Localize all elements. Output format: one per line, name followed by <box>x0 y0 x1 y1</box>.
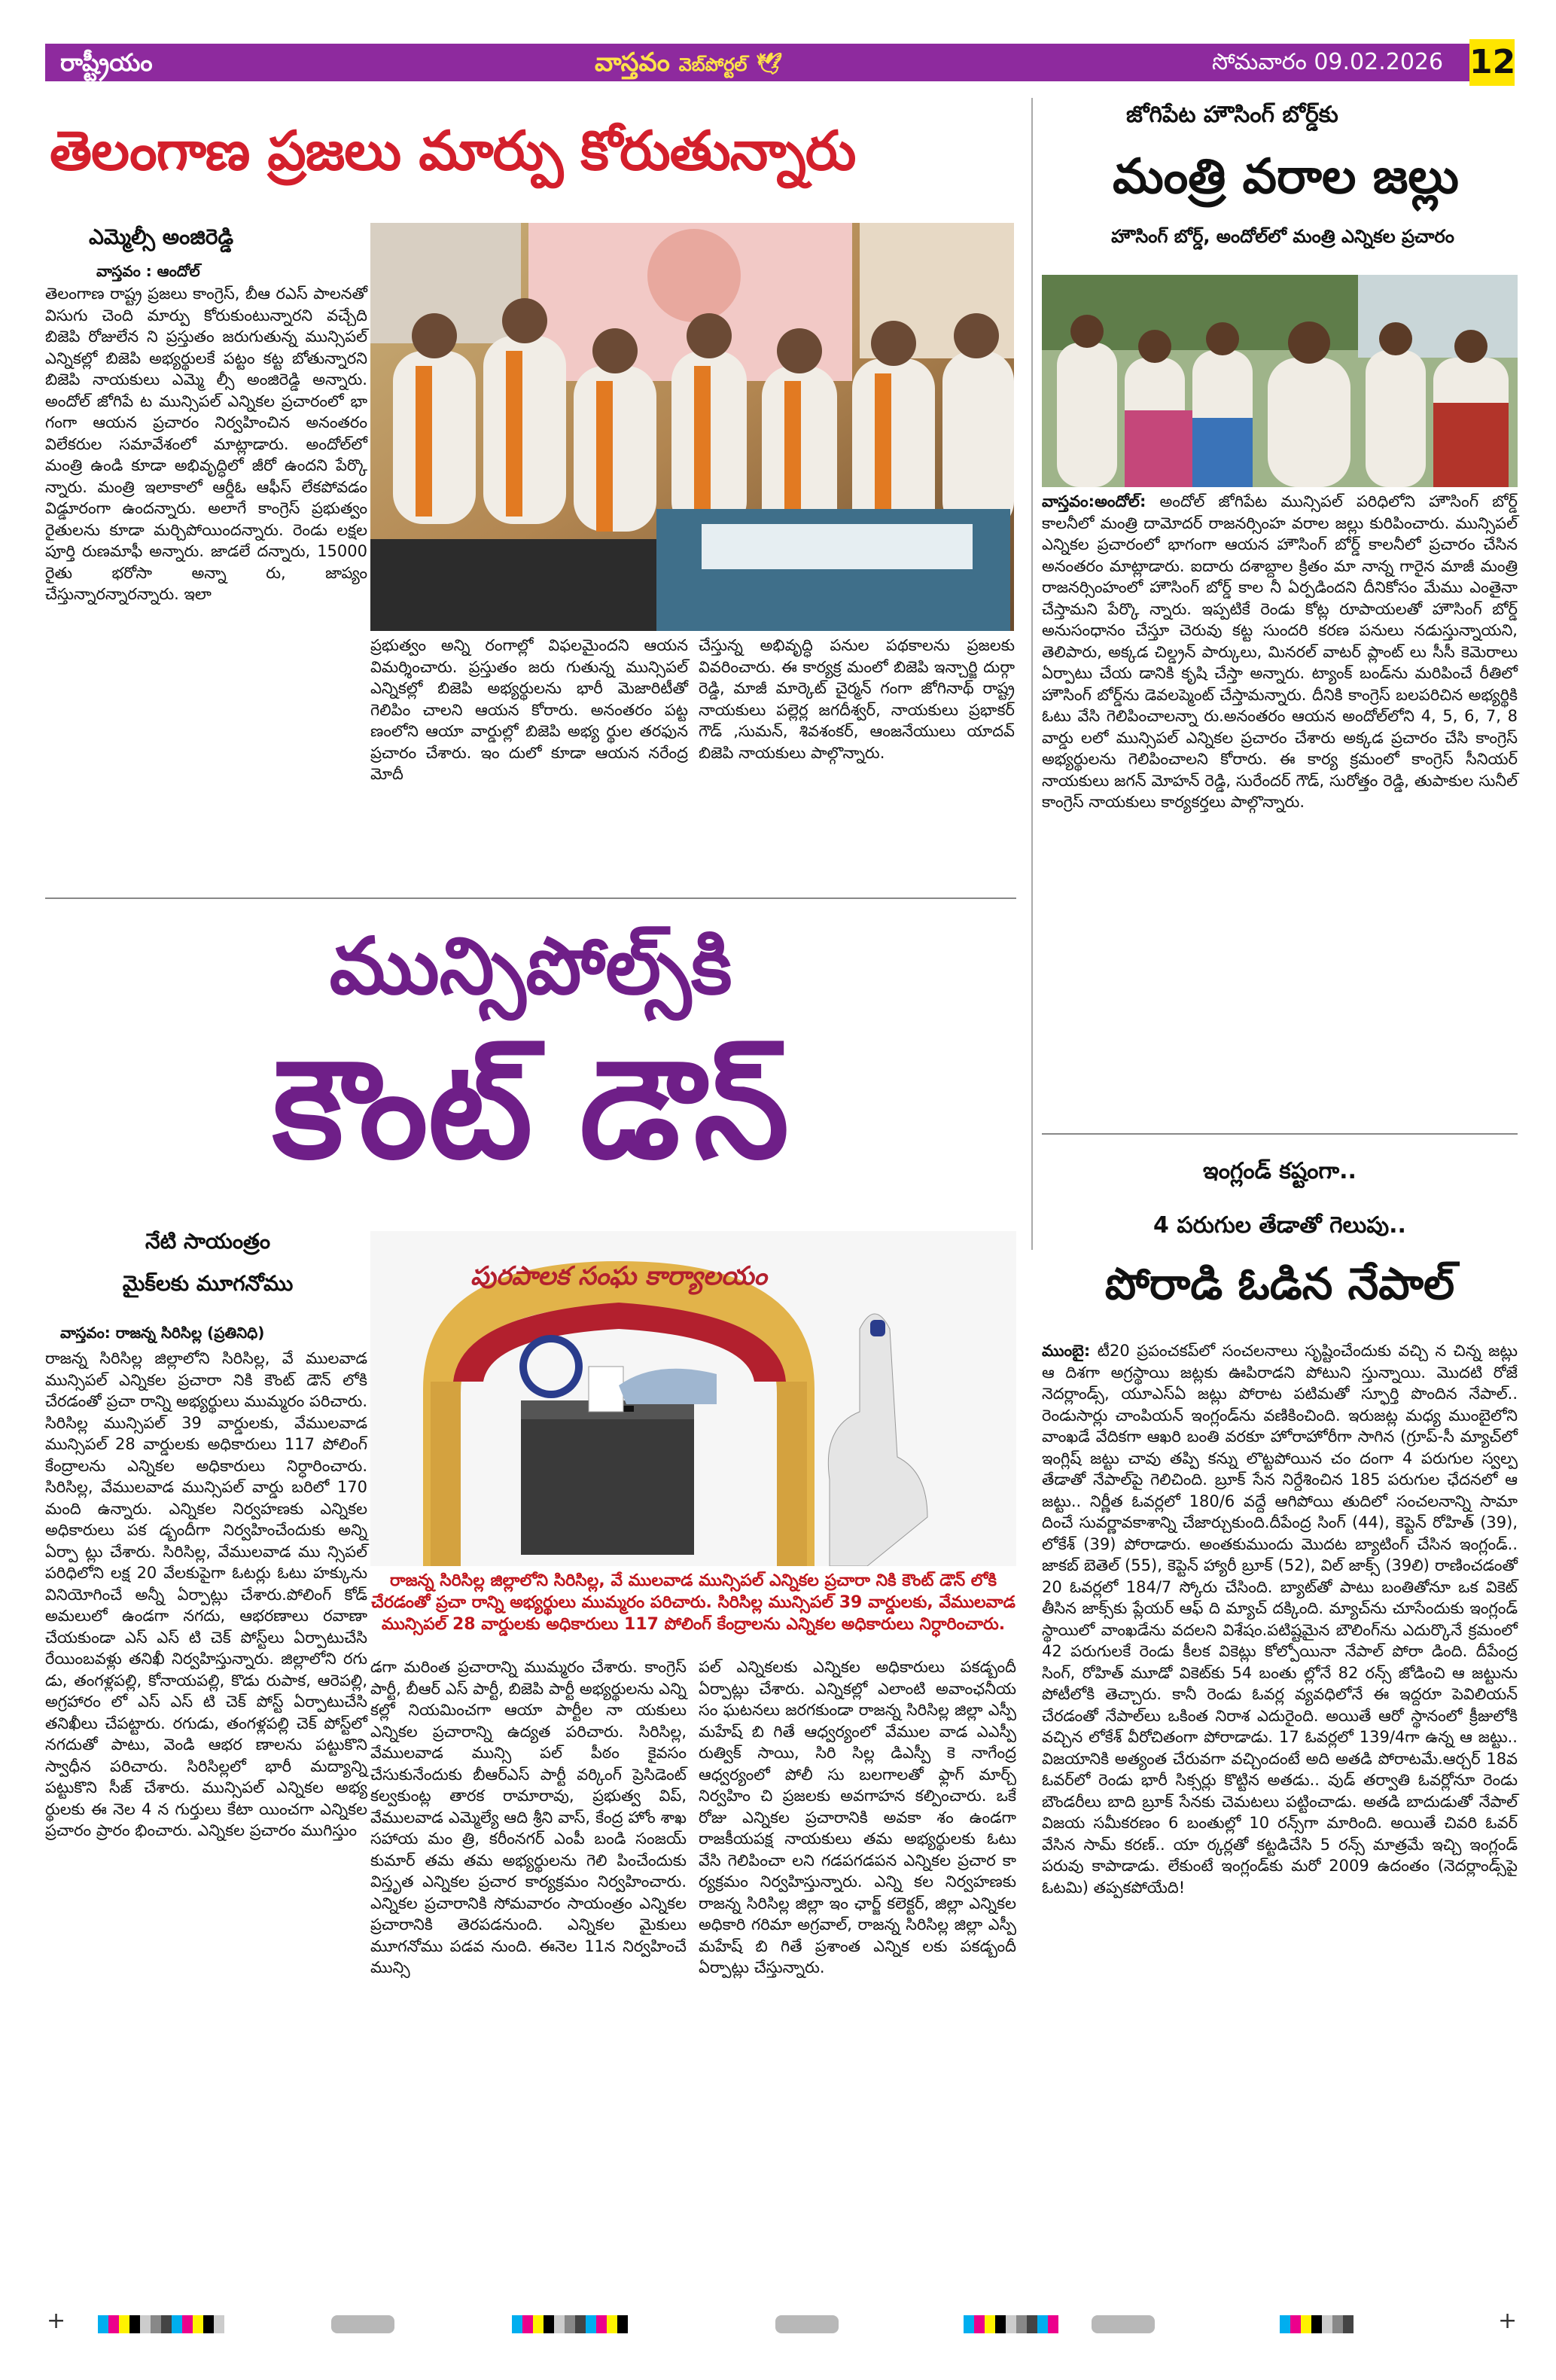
section-label: రాష్ట్రీయం <box>60 48 153 77</box>
issue-date: సోమవారం 09.02.2026 <box>1212 49 1444 75</box>
story4-body-text: టీ20 ప్రపంచకప్‌లో సంచలనాలు సృష్టించేందుకు వచ్చి న చిన్న జట్లు ఆ దిశగా అగ్రస్థాయి జట్లకు ఊపిరాడని పోటుని స్తున్నాయి. మొదటి రోజే నెదర్లాండ్స్, యూఎస్‌ఏ జట్లు పోరాట పటిమతో స్ఫూర్తి పొందిన నేపాల్.. రెండుసార్లు చాంపియన్ ఇంగ్లండ్‌ను వణికించింది. ఇరుజట్ల మధ్య ముంబైలోని వాంఖడే వేదికగా ఆఖరి బంతి వరకూ హోరాహోరీగా సాగిన (గ్రూప్-సీ మ్యాచ్‌లో ఇంగ్లిష్ జట్టు చావు తప్పి కన్ను లొట్టపోయిన చం దంగా 4 పరుగుల స్వల్ప తేడాతో నేపాల్‌పై గెలిచింది. బ్రూక్ సేన నిర్దేశించిన 185 పరుగుల ఛేదనలో ఆ జట్టు.. నిర్ణీత ఓవర్లలో 180/6 వద్దే ఆగిపోయి తుదిలో సంచలనాన్ని సామా దించే సువర్ణావకాశాన్ని చేజార్చుకుంది.దీపేంద్ర సింగ్ (44), కెప్టెన్ రోహిత్ (39), లోకేశ్ (39) పోరాడారు. అంతకుముందు మొదట బ్యాటింగ్ చేసిన ఇంగ్లండ్.. జాకబ్ బెతెల్ (55), కెప్టెన్ హ్యారీ బ్రూక్ (52), విల్ జాక్స్ (39లి) రాణించడంతో 20 ఓవర్లలో 184/7 స్కోరు చేసింది. బ్యాట్‌తో పాటు బంతితోనూ ఒక వికెట్ తీసిన జాక్స్‌కు ప్లేయర్ ఆఫ్ ది మ్యాచ్ దక్కింది. మ్యాచ్‌ను చూసేందుకు ఇంగ్లండ్ స్థాయిలో వాంఖడేను వదలని విశేషం.పటిష్టమైన బౌలింగ్‌ను ఎదుర్కొనే క్రమంలో 42 పరుగులకే రెండు కీలక వికెట్లు కోల్పోయినా నేపాల్ పోరా డింది. దీపేంద్ర సింగ్, రోహిత్ మూడో వికెట్‌కు 54 బంతు ల్లోనే 82 రన్స్ జోడించి ఆ జట్టును పోటీలోకి తెచ్చారు. కానీ రెండు ఓవర్ల వ్యవధిలోనే ఈ ఇద్దరూ పెవిలియన్ చేరడంతో నేపాల్‌లు ఒకింత నిరాశ ఎదురైంది. అయితే ఆరో స్థానంలో క్రీజులోకి వచ్చిన లోకేశ్ వీరోచితంగా పోరాడాడు. 17 ఓవర్లలో 139/4గా ఉన్న ఆ జట్టు.. విజయానికి అత్యంత చేరువగా వచ్చిందంటే అది అతడి పోరాటమే.ఆర్చర్ 18వ ఓవర్‌లో రెండు భారీ సిక్సర్లు కొట్టిన అతడు.. వుడ్ తర్వాతి ఓవర్లోనూ రెండు బౌండరీలు బాది బ్రూక్ సేనకు చెమటలు పట్టించాడు. అతడి బాదుడుతో నేపాల్ విజయ సమీకరణం 6 బంతుల్లో 10 రన్స్‌గా మారింది. అయితే చివరి ఓవర్ వేసిన సామ్ కరణ్.. యా ర్కర్లతో కట్టడిచేసి 5 రన్స్ మాత్రమే ఇచ్చి ఇంగ్లండ్ పరువు కాపాడాడు. లేకుంటే ఇంగ్లండ్‌కు మరో 2009 ఉదంతం (నెదర్లాండ్స్‌పై ఓటమి) తప్పకపోయేది! <box>1042 1342 1518 1897</box>
graphic-banner-text: పురపాలక సంఘ కార్యాలయం <box>470 1261 767 1291</box>
registration-pill <box>1092 2315 1155 2333</box>
registration-pill <box>775 2315 839 2333</box>
story3-body-left: రాజన్న సిరిసిల్ల జిల్లాలోని సిరిసిల్ల, వే ములవాడ మున్సిపల్ ఎన్నికల ప్రచారా నికి కౌంట్ డౌన్ లోకి చేరడంతో ప్రచా రాన్ని అభ్యర్థులు ముమ్మరం పరిచారు. సిరిసిల్ల మున్సిపల్ 39 వార్డులకు, వేములవాడ మున్సిపల్ 28 వార్డులకు అధికారులు 117 పోలింగ్ కేంద్రాలను ఎన్నికల అధికారులు నిర్ధారించారు. సిరిసిల్ల, వేములవాడ మున్సిపల్ వార్డు బరిలో 170 మంది ఉన్నారు. ఎన్నికల నిర్వహణకు ఎన్నికల అధికారులు పక డ్బందీగా నిర్వహించేందుకు అన్ని ఏర్పా ట్లు చేశారు. సిరిసిల్ల, వేములవాడ ము న్సిపల్ పరిధిలోని లక్ష 20 వేలకుపైగా ఓటర్లు ఓటు హక్కును వినియోగించే అన్నీ ఏర్పాట్లు చేశారు.పోలింగ్ కోడ్ అమలులో ఉండగా నగదు, ఆభరణాలు రవాణా చేయకుండా ఎస్ ఎస్ టి చెక్ పోస్ట్‌లు ఏర్పాటుచేసి రేయింబవళ్లు తనిఖీ నిర్వహిస్తున్నారు. జిల్లాలోని రగు డు, తంగళ్లపల్లి, కోనాయపల్లి, కొడు రుపాక, ఆరెపల్లి, అగ్రహారం లో ఎస్ ఎస్ టి చెక్ పోస్ట్ ఏర్పాటుచేసి తనిఖీలు చేపట్టారు. రగుడు, తంగళ్లపల్లి చెక్ పోస్ట్‌లో నగదుతో పాటు, వెండి ఆభర ణాలను పట్టుకొని స్వాధీన పరిచారు. సిరిసిల్లలో భారీ మద్యాన్ని పట్టుకొని సీజ్ చేశారు. మున్సిపల్ ఎన్నికల అభ్య ర్థులకు ఈ నెల 4 న గుర్తులు కేటా యించగా ఎన్నికల ప్రచారం ప్రారం భించారు. ఎన్నికల ప్రచారం ముగిస్తుం <box>45 1349 367 1839</box>
story3-caption: రాజన్న సిరిసిల్ల జిల్లాలోని సిరిసిల్ల, వే ములవాడ మున్సిపల్ ఎన్నికల ప్రచారా నికి కౌంట్ డౌన్ లోకి చేరడంతో ప్రచా రాన్ని అభ్యర్థులు ముమ్మరం పరిచారు. సిరిసిల్ల మున్సిపల్ 39 వార్డులకు, వేములవాడ మున్సిపల్ 28 వార్డులకు అధికారులు 117 పోలింగ్ కేంద్రాలను ఎన్నికల అధికారులు నిర్ధారించారు. <box>371 1571 1016 1634</box>
story3-body-right: పల్ ఎన్నికలకు ఎన్నికల అధికారులు పకడ్బందీ ఏర్పాట్లు చేశారు. ఎన్నికల్లో ఎలాంటి అవాంఛనీయ సం ఘటనలు జరగకుండా రాజన్న సిరిసిల్ల జిల్లా ఎస్పీ మహేష్ బి గితే ఆధ్వర్యంలో వేముల వాడ ఎఎస్పీ రుత్విక్ సాయి, సిరి సిల్ల డిఎస్పీ కె నాగేంద్ర ఆధ్వర్యంలో పోలీ సు బలగాలతో ఫ్లాగ్ మార్చ్ నిర్వహిం చి ప్రజలకు అవగాహన కల్పించారు. ఒకే రోజు ఎన్నికల ప్రచారానికి అవకా శం ఉండగా రాజకీయపక్ష నాయకులు తమ అభ్యర్థులకు ఓటు వేసి గెలిపించా లని గడపగడపన ఎన్నికల ప్రచార కా ర్యక్రమం నిర్వహిస్తున్నారు. ఎన్ని కల నిర్వహణకు రాజన్న సిరిసిల్ల జిల్లా ఇం ఛార్జ్ కలెక్టర్, జిల్లా ఎన్నికల అధికారి గరిమా అగ్రవాల్, రాజన్న సిరిసిల్ల జిల్లా ఎస్పీ మహేష్ బి గితే ప్రశాంత ఎన్నిక లకు పకడ్బందీ ఏర్పాట్లు చేస్తున్నారు. <box>699 1658 1016 1976</box>
story4-headline: పోరాడి ఓడిన నేపాల్ <box>1104 1258 1455 1309</box>
story2-body-text: అందోల్ జోగిపేట మున్సిపల్ పరిధిలోని హౌసింగ్ బోర్డ్ కాలనీలో మంత్రి దామోదర్ రాజనర్సింహ వరాల జల్లు కురిపించారు. మున్సిపల్ ఎన్నికల ప్రచారంలో భాగంగా ఆయన హౌసింగ్ బోర్డ్ కాలనీలో ప్రచారం చేసిన అనంతరం మాట్లాడారు. ఐదారు దశాబ్దాల క్రితం మా నాన్న గారైన మాజీ మంత్రి రాజనర్సింహంలో హౌసింగ్ బోర్డ్ కాల నీ ఏర్పడిందని దీనికోసం మేము ఎంతైనా చేస్తామని పేర్కొ న్నారు. ఇప్పటికే రెండు కోట్ల రూపాయలతో హౌసింగ్ బోర్డ్ అనుసంధానం చేస్తూ చెరువు కట్ట సుందరి కరణ పనులు నడుస్తున్నాయని, తెలిపారు, అక్కడ చిల్డ్రన్ పార్కులు, మినరల్ వాటర్ ప్లాంట్ లు సీసీ కెమెరాలు ఏర్పాటు చేయ డానికి కృషి చేస్తా అన్నారు. ట్యాంక్ బండ్‌ను మరిపించే రీతిలో హౌసింగ్ బోర్డ్‌ను డెవలప్మెంట్ చేస్తామన్నారు. దీనికి కాంగ్రెస్ బలపరిచిన అభ్యర్థికి ఓటు వేసి గెలిపించాలన్నా రు.అనంతరం ఆయన అందోల్‌లోని 4, 5, 6, 7, 8 వార్డు లలో మున్సిపల్ ఎన్నికల ప్రచారం చేశారు అక్కడ ప్రచారం చేసి కాంగ్రెస్ అభ్యర్థులను గెలిపించాలని కోరారు. ఈ కార్య క్రమంలో కాంగ్రెస్ సీనియర్ నాయకులు జగన్ మోహన్ రెడ్డి, సురేందర్ గౌడ్, సురోత్తం రెడ్డి, తుపాకుల సునీల్ కాంగ్రెస్ నాయకులు కార్యకర్తలు పాల్గొన్నారు. <box>1042 492 1518 811</box>
story1-body-right: చేస్తున్న అభివృద్ధి పనుల పథకాలను ప్రజలకు వివరించారు. ఈ కార్యక్ర మంలో బిజెపి ఇన్చార్జి దుర్గా రెడ్డి, మాజీ మార్కెట్ చైర్మన్ గంగా జోగినాథ్ రాష్ట్ర నాయకులు పల్లెర్ల జగదీశ్వర్, నాయకులు ప్రభాకర్ గౌడ్ ,సుమన్, శివశంకర్, ఆంజనేయులు యాదవ్ బిజెపి నాయకులు పాల్గొన్నారు. <box>699 636 1015 762</box>
story2-headline: మంత్రి వరాల జల్లు <box>1113 149 1459 205</box>
story3-body-mid: డగా మరింత ప్రచారాన్ని ముమ్మరం చేశారు. కాంగ్రెస్ పార్టీ, బీఆర్ ఎస్ పార్టీ, బిజెపి పార్టీ అభ్యర్థులను ఎన్ని కల్లో నియమించగా ఆయా పార్టీల నా యకులు ఎన్నికల ప్రచారాన్ని ఉద్యత పరిచారు. సిరిసిల్ల, వేములవాడ మున్సి పల్ పీఠం కైవసం చేసుకునేందుకు బీఆర్ఎస్ పార్టీ వర్కింగ్ ప్రెసిడెంట్ కల్వకుంట్ల తారక రామారావు, ప్రభుత్వ విప్, వేములవాడ ఎమ్మెల్యే ఆది శ్రీని వాస్, కేంద్ర హోం శాఖ సహాయ మం త్రి, కరీంనగర్ ఎంపీ బండి సంజయ్ కుమార్ తమ తమ అభ్యర్థులను గెలి పించేందుకు విస్తృత ఎన్నికల ప్రచార కార్యక్రమం నిర్వహించారు. ఎన్నికల ప్రచారానికి సోమవారం సాయంత్రం ఎన్నికల ప్రచారానికి తెరపడనుంది. ఎన్నికల మైకులు మూగనోము పడవ నుంది. ఈనెల 11న నిర్వహించే మున్సి <box>370 1658 687 1976</box>
story2-kicker: జోగిపేట హౌసింగ్ బోర్డ్‌కు <box>1126 102 1338 128</box>
brand-tag: వెబ్‌పోర్టల్ <box>678 54 748 75</box>
story1-body-mid: ప్రభుత్వం అన్ని రంగాల్లో విఫలమైందని ఆయన విమర్శించారు. ప్రస్తుతం జరు గుతున్న మున్సిపల్ ఎన్నికల్లో బిజెపి అభ్యర్థులను భారీ మెజారిటీతో గెలిపిం చాలని ఆయన కోరారు. అనంతరం పట్ట ణంలోని ఆయా వార్డుల్లో బిజెపి అభ్య ర్థుల తరఫున ప్రచారం చేశారు. ఇం దులో కూడా ఆయన నరేంద్ర మోదీ <box>370 636 688 783</box>
bjp-press-meet-image <box>370 223 1014 631</box>
story4-kicker2: 4 పరుగుల తేడాతో గెలుపు.. <box>1153 1212 1406 1239</box>
story3-graphic <box>370 1231 1016 1566</box>
story3-dateline: వాస్తవం: రాజన్న సిరిసిల్ల (ప్రతినిధి) <box>60 1324 265 1342</box>
story3-sub1: నేటి సాయంత్రం <box>145 1229 271 1254</box>
story3-headline-line2: కౌంట్ డౌన్ <box>272 1032 790 1189</box>
registration-mark-right: + <box>1498 2308 1518 2334</box>
page-number: 12 <box>1469 39 1515 86</box>
story4-kicker1: ఇంగ్లండ్ కష్టంగా.. <box>1203 1158 1357 1184</box>
story1-dateline: వాస్తవం : ఆందోల్ <box>96 262 200 280</box>
section-divider-right <box>1042 1133 1518 1135</box>
story2-body <box>1042 491 1518 813</box>
dove-icon: 🕊 <box>756 51 783 76</box>
registration-mark-left: + <box>47 2308 66 2334</box>
story2-photo <box>1042 275 1518 487</box>
story2-dateline: వాస్తవం:అందోల్: <box>1042 492 1146 510</box>
story2-subhead: హౌసింగ్ బోర్డ్, అందోల్‌లో మంత్రి ఎన్నికల ప్రచారం <box>1111 226 1454 247</box>
section-divider-left <box>45 897 1016 899</box>
story4-body <box>1042 1340 1518 1898</box>
story3-sub2: మైక్‌లకు మూగనోము <box>122 1271 294 1296</box>
column-divider <box>1031 98 1033 1250</box>
story1-photo <box>370 223 1014 631</box>
story1-headline: తెలంగాణ ప్రజలు మార్పు కోరుతున్నారు <box>50 119 856 182</box>
story4-dateline: ముంబై: <box>1042 1342 1091 1360</box>
story1-body-left: తెలంగాణ రాష్ట్ర ప్రజలు కాంగ్రెస్, బీఆ రఎస్ పాలనతో విసుగు చెంది మార్పు కోరుకుంటున్నారని వచ్చేది బిజెపి రోజులేన ని ప్రస్తుతం జరుగుతున్న మున్సిపల్ ఎన్నికల్లో బిజెపి అభ్యర్థులకే పట్టం కట్ట బోతున్నారని బిజెపి నాయకులు ఎమ్మె ల్సీ అంజిరెడ్డి అన్నారు. అందోల్ జోగిపే ట మున్సిపల్ ఎన్నికల ప్రచారంలో భా గంగా ఆయన ప్రచారం నిర్వహించిన అనంతరం విలేకరుల సమావేశంలో మాట్లాడారు. అందోల్‌లో మంత్రి ఉండి కూడా అభివృద్ధిలో జీరో ఉందని పేర్కొ న్నారు. మంత్రి ఇలాకాలో ఆర్డీఓ ఆఫీస్ లేకపోవడం విడ్డూరంగా ఉందన్నారు. అలాగే కాంగ్రెస్ ప్రభుత్వం రైతులను కూడా మర్చిపోయిందన్నారు. రెండు లక్షల పూర్తి రుణమాఫీ అన్నారు. జాడలే దన్నారు, 15000 రైతు భరోసా అన్నా రు, జాప్యం చేస్తున్నారన్నారన్నారు. ఇలా <box>45 285 367 603</box>
registration-pill <box>331 2315 394 2333</box>
story3-headline-line1: మున్సిపోల్స్‌కి <box>329 920 732 1012</box>
brand-name: వాస్తవం <box>595 47 670 78</box>
minister-campaign-image <box>1042 275 1518 487</box>
brand-logo <box>595 44 783 81</box>
story1-byline: ఎమ్మెల్సీ అంజిరెడ్డి <box>89 224 234 249</box>
